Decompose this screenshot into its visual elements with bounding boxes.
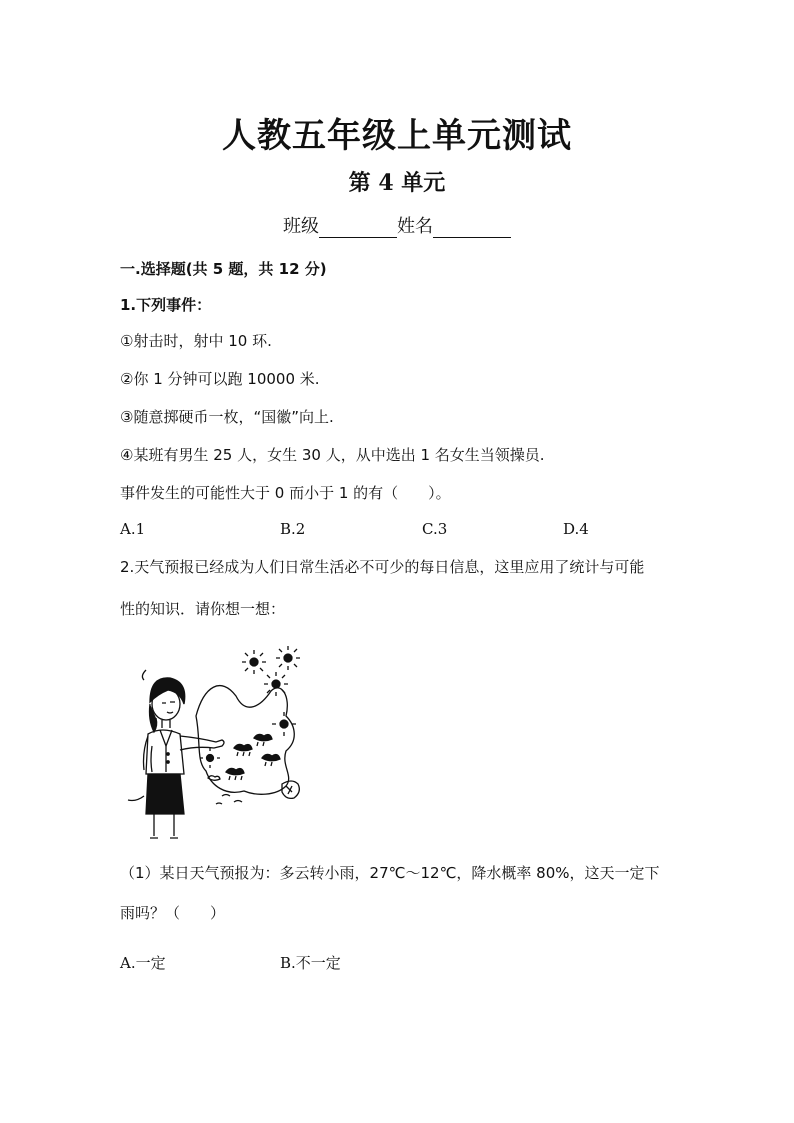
rain-cloud-icon (234, 744, 252, 756)
q1-option-a[interactable]: A.1 (120, 520, 146, 538)
q1-question: 事件发生的可能性大于 0 而小于 1 的有（ ）。 (120, 484, 451, 502)
sun-icon (276, 646, 300, 670)
class-name-line (0, 212, 794, 238)
q2-sub1-option-b[interactable]: B.不一定 (280, 954, 341, 972)
page-title: 人教五年级上单元测试 (222, 116, 572, 156)
class-label: 班级 (283, 216, 319, 237)
rain-cloud-icon (262, 754, 280, 766)
q1-item: ③随意掷硬币一枚，“国徽”向上. (120, 408, 334, 426)
class-blank[interactable] (319, 217, 397, 238)
q1-item: ④某班有男生 25 人，女生 30 人，从中选出 1 名女生当领操员. (120, 446, 545, 464)
sun-icon (272, 712, 296, 736)
q1-item: ②你 1 分钟可以跑 10000 米. (120, 370, 320, 388)
name-label: 姓名 (397, 216, 433, 237)
section-heading: 一.选择题(共 5 题，共 12 分) (120, 260, 327, 278)
q1-option-c[interactable]: C.3 (422, 520, 448, 538)
sun-icon (242, 650, 266, 674)
q1-stem: 1.下列事件： (120, 296, 212, 314)
unit-subtitle: 第 4 单元 (348, 170, 446, 196)
q2-stem-line2: 性的知识．请你想一想： (120, 600, 286, 618)
name-blank[interactable] (433, 217, 511, 238)
sun-icon (264, 672, 288, 696)
q2-sub1-line2: 雨吗？（ ） (120, 904, 226, 922)
q1-option-d[interactable]: D.4 (563, 520, 589, 538)
q2-sub1-option-a[interactable]: A.一定 (120, 954, 166, 972)
rain-cloud-icon (254, 734, 272, 746)
q2-sub1-line1: （1）某日天气预报为：多云转小雨，27℃～12℃，降水概率 80%，这天一定下 (120, 864, 660, 882)
weather-presenter-illustration (126, 646, 316, 846)
sun-icon (200, 748, 220, 768)
rain-cloud-icon (226, 768, 244, 780)
q1-option-b[interactable]: B.2 (280, 520, 306, 538)
q1-item: ①射击时，射中 10 环. (120, 332, 272, 350)
q2-stem-line1: 2.天气预报已经成为人们日常生活必不可少的每日信息，这里应用了统计与可能 (120, 558, 645, 576)
